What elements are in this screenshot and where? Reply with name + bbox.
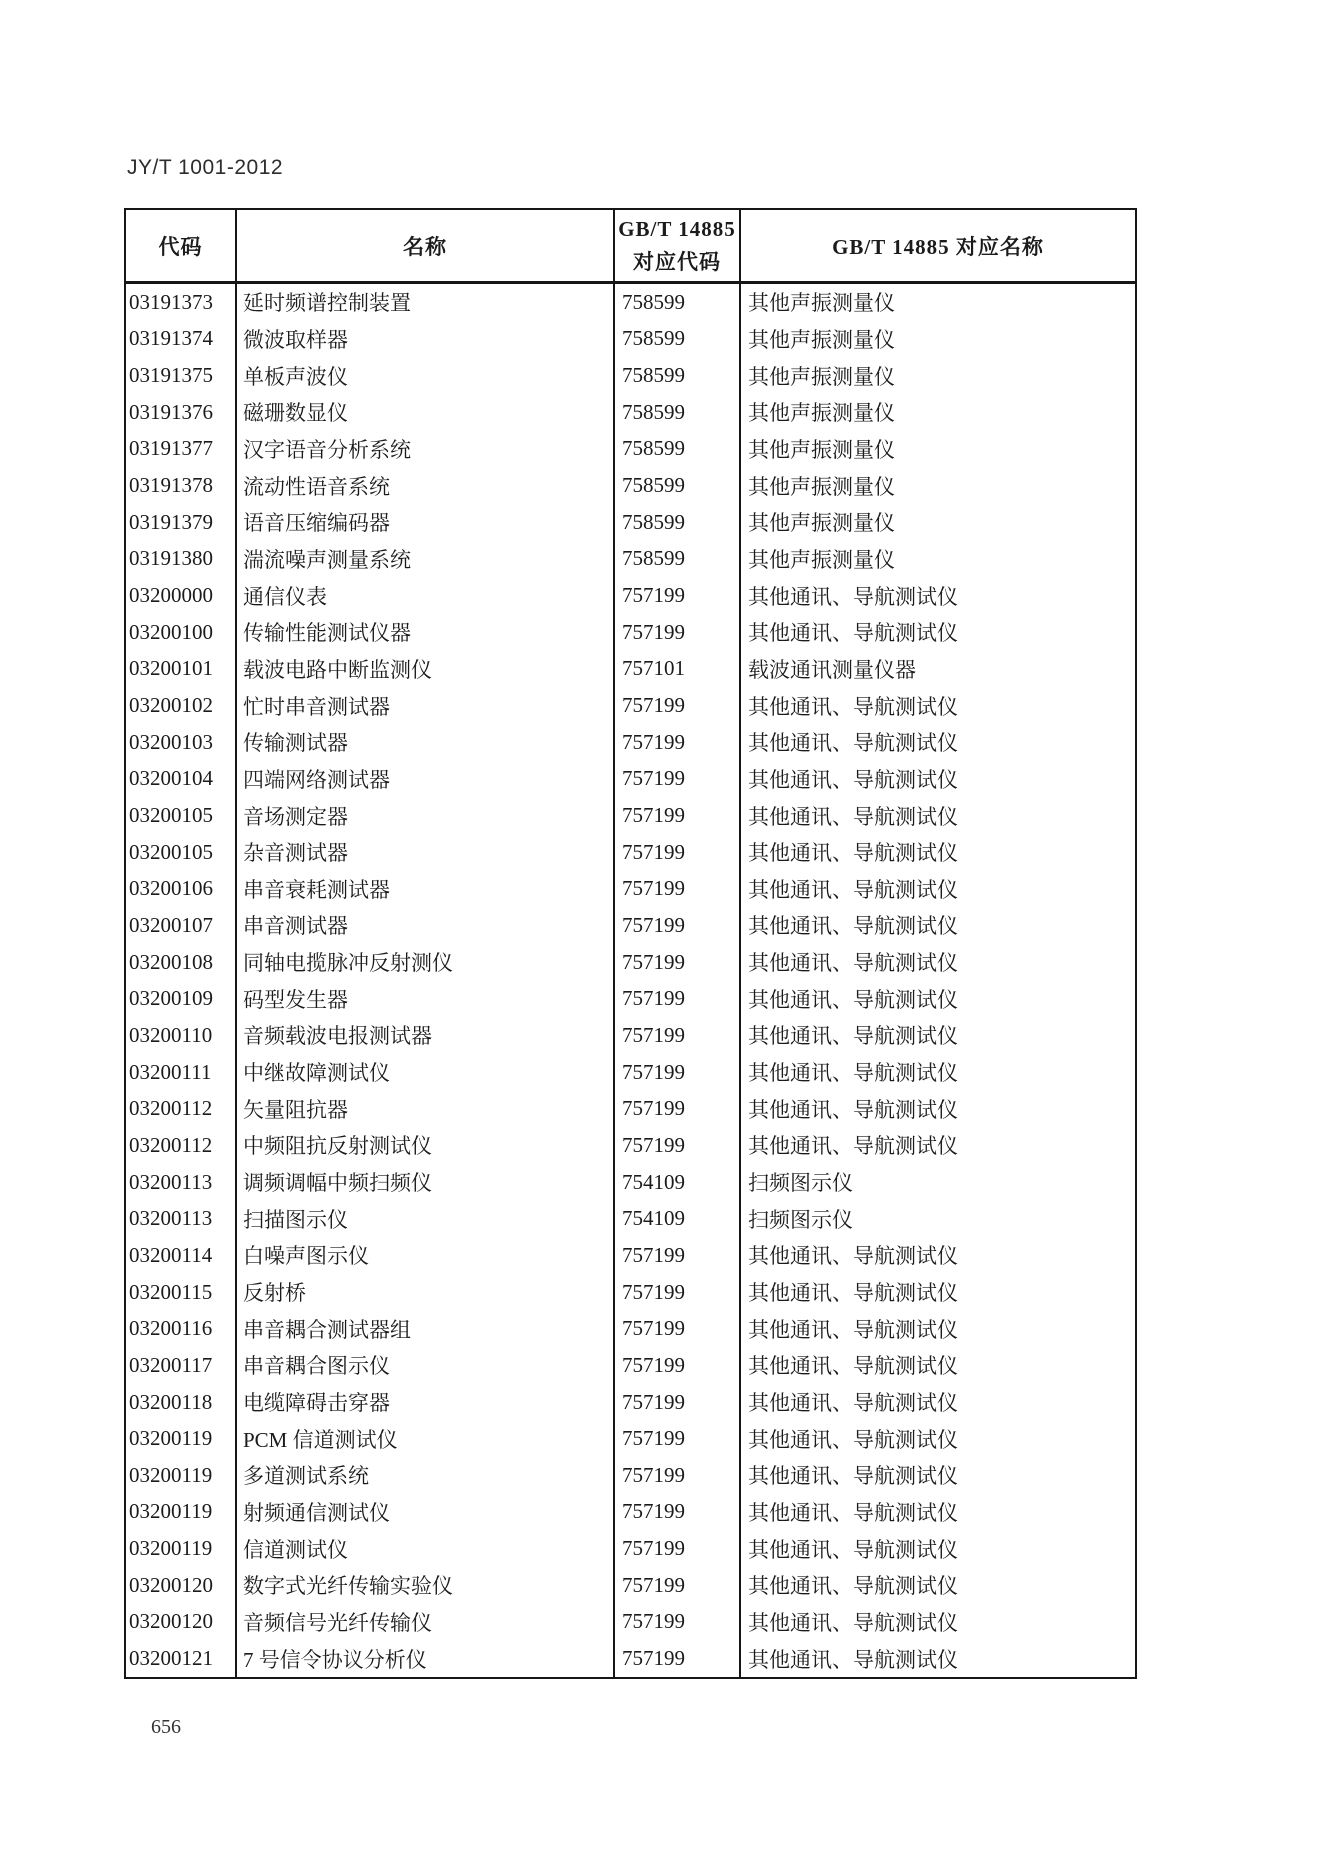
cell-gbt-name: 其他通讯、导航测试仪 bbox=[739, 761, 1135, 798]
cell-gbt-code: 757199 bbox=[613, 1274, 739, 1311]
cell-gbt-code: 758599 bbox=[613, 321, 739, 358]
cell-gbt-code: 757101 bbox=[613, 651, 739, 688]
table-row bbox=[126, 834, 1135, 871]
table-row bbox=[126, 1347, 1135, 1384]
cell-gbt-code: 757199 bbox=[613, 944, 739, 981]
cell-gbt-code: 757199 bbox=[613, 687, 739, 724]
cell-name: 反射桥 bbox=[235, 1274, 613, 1311]
cell-code: 03200105 bbox=[129, 803, 213, 828]
cell-name: 四端网络测试器 bbox=[235, 761, 613, 798]
cell-name: 湍流噪声测量系统 bbox=[235, 541, 613, 578]
cell-gbt-code: 757199 bbox=[613, 1384, 739, 1421]
table-row bbox=[126, 467, 1135, 504]
cell-name: 杂音测试器 bbox=[235, 834, 613, 871]
table-header-row bbox=[126, 210, 1135, 284]
cell-gbt-name: 其他通讯、导航测试仪 bbox=[739, 1127, 1135, 1164]
cell-code: 03191373 bbox=[129, 289, 213, 314]
table-row bbox=[126, 651, 1135, 688]
table-row bbox=[126, 1237, 1135, 1274]
cell-gbt-code: 757199 bbox=[613, 1530, 739, 1567]
cell-gbt-name: 载波通讯测量仪器 bbox=[739, 651, 1135, 688]
cell-gbt-code: 757199 bbox=[613, 871, 739, 908]
cell-gbt-name: 其他声振测量仪 bbox=[739, 431, 1135, 468]
cell-name: 串音耦合测试器组 bbox=[235, 1310, 613, 1347]
cell-gbt-name: 其他通讯、导航测试仪 bbox=[739, 1274, 1135, 1311]
cell-gbt-code: 758599 bbox=[613, 357, 739, 394]
table-row bbox=[126, 357, 1135, 394]
cell-code: 03200109 bbox=[129, 986, 213, 1011]
cell-code: 03200113 bbox=[129, 1169, 213, 1194]
cell-name: 载波电路中断监测仪 bbox=[235, 651, 613, 688]
cell-code: 03200115 bbox=[129, 1279, 213, 1304]
cell-name: 语音压缩编码器 bbox=[235, 504, 613, 541]
cell-gbt-name: 扫频图示仪 bbox=[739, 1164, 1135, 1201]
table-row bbox=[126, 724, 1135, 761]
column-header-gbt-code-line2: 对应代码 bbox=[633, 249, 721, 274]
cell-gbt-name: 其他通讯、导航测试仪 bbox=[739, 1420, 1135, 1457]
cell-gbt-name: 其他通讯、导航测试仪 bbox=[739, 797, 1135, 834]
cell-code: 03200103 bbox=[129, 729, 213, 754]
cell-gbt-code: 757199 bbox=[613, 1127, 739, 1164]
cell-name: 扫描图示仪 bbox=[235, 1200, 613, 1237]
cell-name: 中继故障测试仪 bbox=[235, 1054, 613, 1091]
cell-name: 串音耦合图示仪 bbox=[235, 1347, 613, 1384]
cell-gbt-code: 758599 bbox=[613, 541, 739, 578]
cell-gbt-code: 754109 bbox=[613, 1164, 739, 1201]
cell-code: 03200102 bbox=[129, 693, 213, 718]
cell-name: 码型发生器 bbox=[235, 980, 613, 1017]
cell-code: 03200119 bbox=[129, 1462, 213, 1487]
cell-name: 微波取样器 bbox=[235, 321, 613, 358]
cell-code: 03200120 bbox=[129, 1572, 213, 1597]
table-row bbox=[126, 871, 1135, 908]
cell-code: 03200114 bbox=[129, 1242, 213, 1267]
cell-gbt-name: 其他通讯、导航测试仪 bbox=[739, 614, 1135, 651]
cell-gbt-name: 其他通讯、导航测试仪 bbox=[739, 1347, 1135, 1384]
column-header-code: 代码 bbox=[158, 234, 203, 259]
cell-gbt-name: 其他通讯、导航测试仪 bbox=[739, 1457, 1135, 1494]
column-header-gbt-code bbox=[613, 210, 739, 281]
table-row bbox=[126, 1530, 1135, 1567]
cell-gbt-name: 其他通讯、导航测试仪 bbox=[739, 687, 1135, 724]
cell-name: 流动性语音系统 bbox=[235, 467, 613, 504]
cell-code: 03200116 bbox=[129, 1316, 213, 1341]
code-mapping-table bbox=[124, 208, 1137, 1679]
cell-gbt-code: 757199 bbox=[613, 1310, 739, 1347]
cell-name: 信道测试仪 bbox=[235, 1530, 613, 1567]
cell-gbt-code: 758599 bbox=[613, 467, 739, 504]
cell-gbt-code: 757199 bbox=[613, 1017, 739, 1054]
table-row bbox=[126, 1640, 1135, 1677]
cell-code: 03200106 bbox=[129, 876, 213, 901]
cell-name: 传输性能测试仪器 bbox=[235, 614, 613, 651]
cell-gbt-name: 其他声振测量仪 bbox=[739, 394, 1135, 431]
cell-gbt-name: 扫频图示仪 bbox=[739, 1200, 1135, 1237]
cell-code: 03200119 bbox=[129, 1499, 213, 1524]
cell-gbt-name: 其他通讯、导航测试仪 bbox=[739, 1017, 1135, 1054]
cell-gbt-name: 其他通讯、导航测试仪 bbox=[739, 577, 1135, 614]
cell-code: 03200120 bbox=[129, 1609, 213, 1634]
table-row bbox=[126, 687, 1135, 724]
cell-code: 03200105 bbox=[129, 839, 213, 864]
cell-name: 音频载波电报测试器 bbox=[235, 1017, 613, 1054]
cell-gbt-code: 757199 bbox=[613, 1640, 739, 1677]
cell-name: 音频信号光纤传输仪 bbox=[235, 1604, 613, 1641]
cell-gbt-name: 其他通讯、导航测试仪 bbox=[739, 724, 1135, 761]
table-row bbox=[126, 577, 1135, 614]
cell-gbt-code: 758599 bbox=[613, 284, 739, 321]
cell-code: 03191376 bbox=[129, 399, 213, 424]
cell-gbt-code: 757199 bbox=[613, 1494, 739, 1531]
cell-code: 03200107 bbox=[129, 912, 213, 937]
cell-name: 单板声波仪 bbox=[235, 357, 613, 394]
cell-code: 03200117 bbox=[129, 1352, 213, 1377]
table-row bbox=[126, 394, 1135, 431]
table-row bbox=[126, 321, 1135, 358]
cell-gbt-code: 758599 bbox=[613, 431, 739, 468]
cell-name: 7 号信令协议分析仪 bbox=[235, 1640, 613, 1677]
cell-code: 03200108 bbox=[129, 949, 213, 974]
table-row bbox=[126, 1127, 1135, 1164]
cell-gbt-name: 其他通讯、导航测试仪 bbox=[739, 1640, 1135, 1677]
table-row bbox=[126, 1420, 1135, 1457]
cell-gbt-code: 757199 bbox=[613, 797, 739, 834]
cell-gbt-code: 758599 bbox=[613, 504, 739, 541]
cell-code: 03200121 bbox=[129, 1646, 213, 1671]
column-header-name: 名称 bbox=[235, 210, 613, 281]
table-row bbox=[126, 1017, 1135, 1054]
cell-gbt-code: 757199 bbox=[613, 1090, 739, 1127]
table-row bbox=[126, 614, 1135, 651]
column-header-gbt-code-line1: GB/T 14885 bbox=[618, 216, 736, 241]
table-row bbox=[126, 1494, 1135, 1531]
standard-number-heading: JY/T 1001-2012 bbox=[127, 156, 284, 179]
cell-code: 03200104 bbox=[129, 766, 213, 791]
table-row bbox=[126, 284, 1135, 321]
cell-code: 03200119 bbox=[129, 1536, 213, 1561]
cell-gbt-code: 757199 bbox=[613, 1237, 739, 1274]
table-row bbox=[126, 1604, 1135, 1641]
table-row bbox=[126, 980, 1135, 1017]
cell-name: 忙时串音测试器 bbox=[235, 687, 613, 724]
cell-name: 串音测试器 bbox=[235, 907, 613, 944]
cell-code: 03200101 bbox=[129, 656, 213, 681]
cell-gbt-code: 758599 bbox=[613, 394, 739, 431]
table-row bbox=[126, 1457, 1135, 1494]
table-row bbox=[126, 1200, 1135, 1237]
cell-gbt-code: 757199 bbox=[613, 614, 739, 651]
table-row bbox=[126, 761, 1135, 798]
cell-gbt-name: 其他通讯、导航测试仪 bbox=[739, 980, 1135, 1017]
cell-gbt-code: 754109 bbox=[613, 1200, 739, 1237]
cell-code: 03200100 bbox=[129, 619, 213, 644]
page-number: 656 bbox=[151, 1716, 181, 1738]
cell-name: 矢量阻抗器 bbox=[235, 1090, 613, 1127]
cell-code: 03191380 bbox=[129, 546, 213, 571]
cell-gbt-name: 其他通讯、导航测试仪 bbox=[739, 1384, 1135, 1421]
cell-code: 03200119 bbox=[129, 1426, 213, 1451]
cell-name: 中频阻抗反射测试仪 bbox=[235, 1127, 613, 1164]
cell-code: 03191379 bbox=[129, 509, 213, 534]
cell-gbt-name: 其他声振测量仪 bbox=[739, 321, 1135, 358]
cell-gbt-name: 其他声振测量仪 bbox=[739, 541, 1135, 578]
cell-gbt-name: 其他声振测量仪 bbox=[739, 357, 1135, 394]
cell-code: 03200112 bbox=[129, 1096, 213, 1121]
cell-code: 03200118 bbox=[129, 1389, 213, 1414]
cell-name: PCM 信道测试仪 bbox=[235, 1420, 613, 1457]
cell-name: 多道测试系统 bbox=[235, 1457, 613, 1494]
table-row bbox=[126, 1090, 1135, 1127]
table-row bbox=[126, 1384, 1135, 1421]
table-body bbox=[126, 284, 1135, 1677]
cell-gbt-name: 其他通讯、导航测试仪 bbox=[739, 834, 1135, 871]
table-row bbox=[126, 1274, 1135, 1311]
cell-gbt-code: 757199 bbox=[613, 1054, 739, 1091]
cell-name: 音场测定器 bbox=[235, 797, 613, 834]
table-row bbox=[126, 431, 1135, 468]
cell-name: 数字式光纤传输实验仪 bbox=[235, 1567, 613, 1604]
cell-gbt-name: 其他通讯、导航测试仪 bbox=[739, 1604, 1135, 1641]
cell-name: 串音衰耗测试器 bbox=[235, 871, 613, 908]
cell-gbt-code: 757199 bbox=[613, 980, 739, 1017]
cell-name: 白噪声图示仪 bbox=[235, 1237, 613, 1274]
cell-code: 03191377 bbox=[129, 436, 213, 461]
table-row bbox=[126, 907, 1135, 944]
cell-gbt-name: 其他通讯、导航测试仪 bbox=[739, 1310, 1135, 1347]
cell-gbt-name: 其他通讯、导航测试仪 bbox=[739, 871, 1135, 908]
cell-gbt-name: 其他通讯、导航测试仪 bbox=[739, 1530, 1135, 1567]
table-row bbox=[126, 1310, 1135, 1347]
cell-name: 汉字语音分析系统 bbox=[235, 431, 613, 468]
cell-gbt-code: 757199 bbox=[613, 1567, 739, 1604]
cell-gbt-name: 其他通讯、导航测试仪 bbox=[739, 1090, 1135, 1127]
table-row bbox=[126, 1054, 1135, 1091]
cell-gbt-name: 其他声振测量仪 bbox=[739, 284, 1135, 321]
cell-gbt-name: 其他通讯、导航测试仪 bbox=[739, 1237, 1135, 1274]
cell-gbt-name: 其他通讯、导航测试仪 bbox=[739, 1567, 1135, 1604]
table-row bbox=[126, 944, 1135, 981]
table-row bbox=[126, 797, 1135, 834]
cell-gbt-name: 其他通讯、导航测试仪 bbox=[739, 944, 1135, 981]
cell-gbt-code: 757199 bbox=[613, 761, 739, 798]
cell-gbt-code: 757199 bbox=[613, 1347, 739, 1384]
cell-name: 传输测试器 bbox=[235, 724, 613, 761]
cell-name: 射频通信测试仪 bbox=[235, 1494, 613, 1531]
table-row bbox=[126, 541, 1135, 578]
cell-gbt-name: 其他通讯、导航测试仪 bbox=[739, 1054, 1135, 1091]
cell-gbt-code: 757199 bbox=[613, 724, 739, 761]
cell-gbt-code: 757199 bbox=[613, 1420, 739, 1457]
table-row bbox=[126, 1164, 1135, 1201]
cell-gbt-code: 757199 bbox=[613, 1457, 739, 1494]
cell-code: 03191375 bbox=[129, 363, 213, 388]
cell-gbt-code: 757199 bbox=[613, 834, 739, 871]
cell-gbt-code: 757199 bbox=[613, 1604, 739, 1641]
cell-code: 03200112 bbox=[129, 1132, 213, 1157]
cell-gbt-name: 其他声振测量仪 bbox=[739, 467, 1135, 504]
cell-gbt-code: 757199 bbox=[613, 577, 739, 614]
cell-name: 电缆障碍击穿器 bbox=[235, 1384, 613, 1421]
cell-gbt-code: 757199 bbox=[613, 907, 739, 944]
table-row bbox=[126, 1567, 1135, 1604]
cell-code: 03200113 bbox=[129, 1206, 213, 1231]
cell-code: 03191378 bbox=[129, 473, 213, 498]
cell-gbt-name: 其他声振测量仪 bbox=[739, 504, 1135, 541]
cell-name: 通信仪表 bbox=[235, 577, 613, 614]
cell-gbt-name: 其他通讯、导航测试仪 bbox=[739, 1494, 1135, 1531]
cell-code: 03200110 bbox=[129, 1022, 213, 1047]
cell-gbt-name: 其他通讯、导航测试仪 bbox=[739, 907, 1135, 944]
cell-code: 03200000 bbox=[129, 583, 213, 608]
cell-name: 同轴电揽脉冲反射测仪 bbox=[235, 944, 613, 981]
cell-name: 磁珊数显仪 bbox=[235, 394, 613, 431]
cell-code: 03200111 bbox=[129, 1059, 212, 1084]
cell-name: 延时频谱控制装置 bbox=[235, 284, 613, 321]
cell-code: 03191374 bbox=[129, 326, 213, 351]
column-header-gbt-name: GB/T 14885 对应名称 bbox=[739, 210, 1135, 281]
cell-name: 调频调幅中频扫频仪 bbox=[235, 1164, 613, 1201]
table-row bbox=[126, 504, 1135, 541]
